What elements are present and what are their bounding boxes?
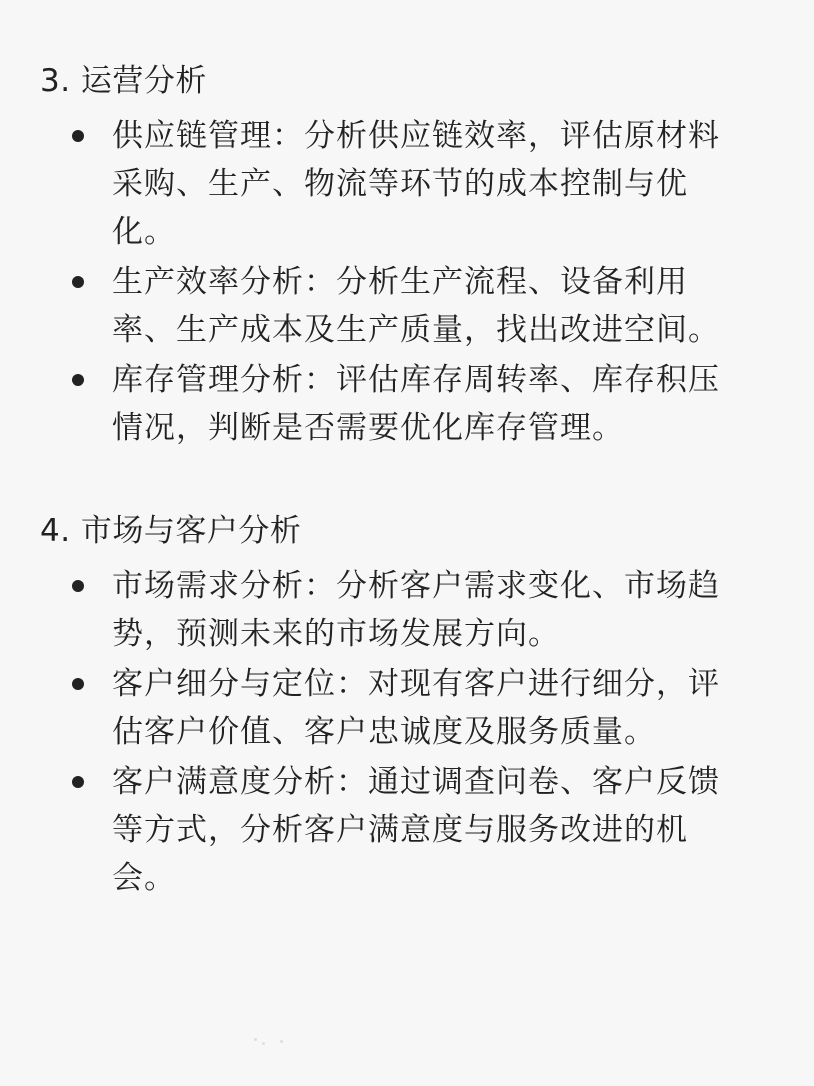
section-heading: 4. 市场与客户分析 [40,513,302,549]
list-item [40,112,750,256]
bullet-list [40,562,754,902]
list-item-text: 生产效率分析：分析生产流程、设备利用率、生产成本及生产质量，找出改进空间。 [112,264,720,348]
bullet-dot-icon [72,678,84,690]
list-item [40,258,750,354]
bullet-dot-icon [72,130,84,142]
list-item [40,356,750,452]
list-item-text: 客户满意度分析：通过调查问卷、客户反馈等方式，分析客户满意度与服务改进的机会。 [112,764,720,896]
bullet-list [40,112,754,452]
list-item [40,562,750,658]
section-operations-analysis [40,58,754,452]
list-item [40,660,750,756]
list-item-text: 市场需求分析：分析客户需求变化、市场趋势，预测未来的市场发展方向。 [112,568,720,652]
list-item-text: 客户细分与定位：对现有客户进行细分，评估客户价值、客户忠诚度及服务质量。 [112,666,720,750]
bullet-dot-icon [72,276,84,288]
decorative-smudge [250,1036,290,1046]
bullet-dot-icon [72,374,84,386]
section-heading: 3. 运营分析 [40,63,207,99]
bullet-dot-icon [72,776,84,788]
list-item [40,758,750,902]
bullet-dot-icon [72,580,84,592]
section-market-customer-analysis [40,508,754,902]
list-item-text: 供应链管理：分析供应链效率，评估原材料采购、生产、物流等环节的成本控制与优化。 [112,118,720,250]
list-item-text: 库存管理分析：评估库存周转率、库存积压情况，判断是否需要优化库存管理。 [112,362,720,446]
